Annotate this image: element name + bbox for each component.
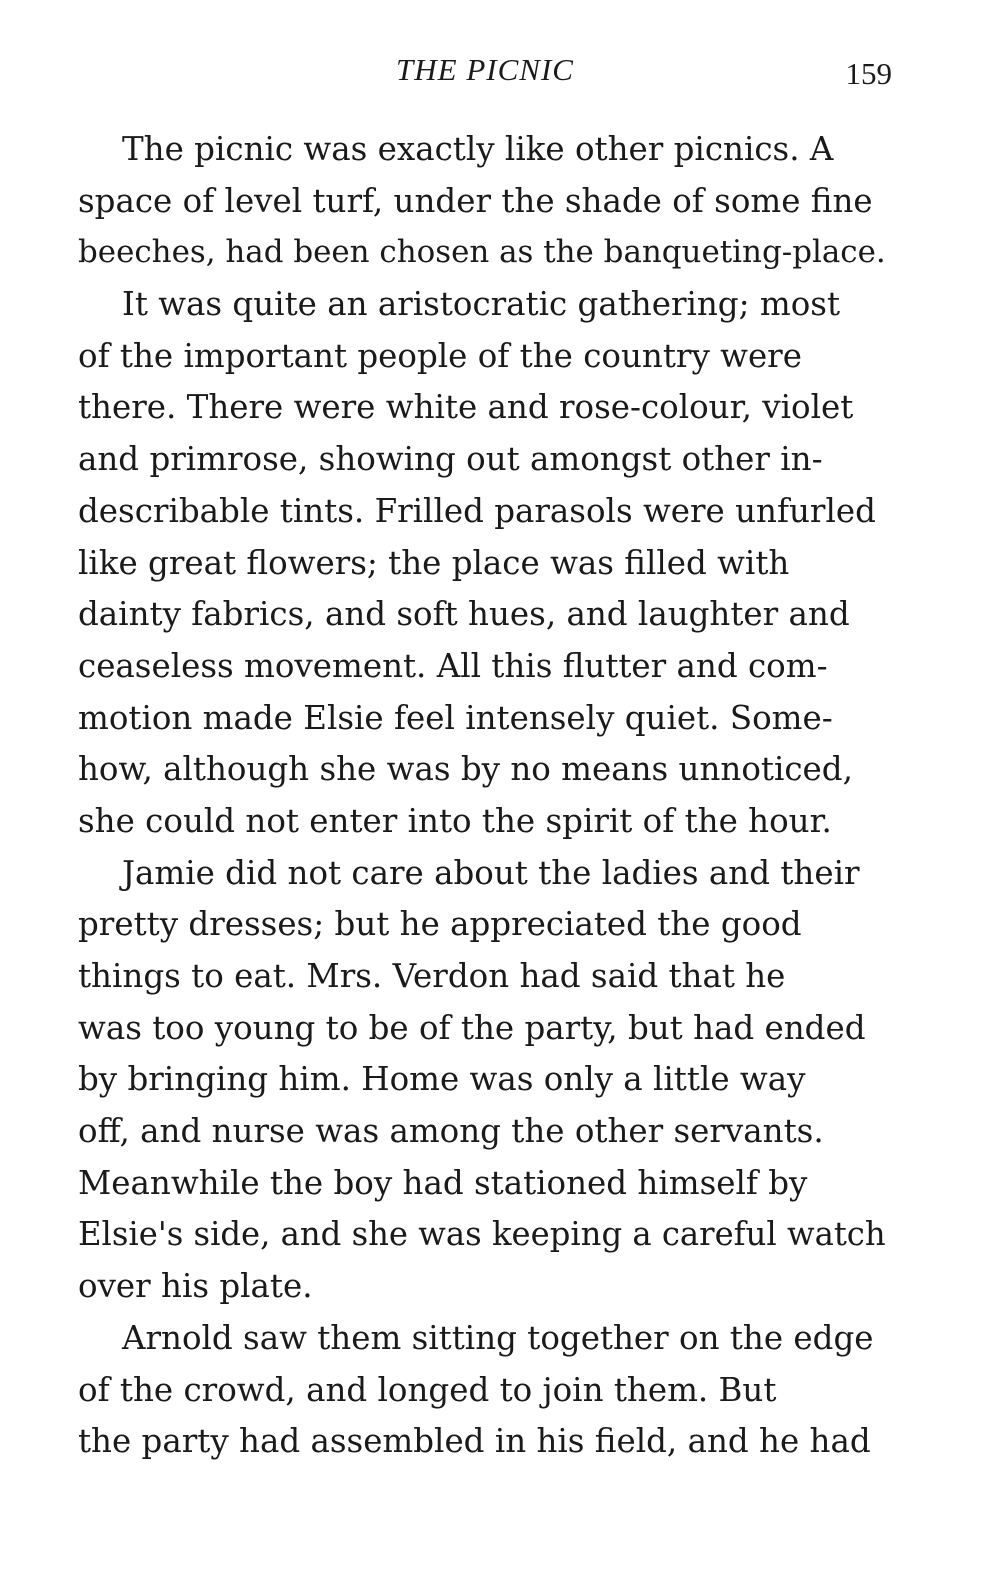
text-line: Elsie's side, and she was keeping a careful watch (78, 1215, 886, 1254)
text-line: she could not enter into the spirit of the hour. (78, 801, 832, 840)
text-line: the party had assembled in his field, and he had (78, 1422, 871, 1461)
running-head (78, 52, 892, 92)
text-line: how, although she was by no means unnoticed, (78, 750, 853, 789)
paragraph-3 (78, 848, 890, 1313)
page-number: 159 (845, 56, 892, 91)
paragraph-2 (78, 279, 890, 848)
text-line: ceaseless movement. All this flutter and com- (78, 646, 828, 685)
running-title: THE PICNIC (396, 52, 574, 87)
text-line: describable tints. Frilled parasols were unfurled (78, 491, 876, 530)
text-line: over his plate. (78, 1267, 313, 1306)
text-line: motion made Elsie feel intensely quiet. Some- (78, 698, 833, 737)
text-line: by bringing him. Home was only a little way (78, 1060, 806, 1099)
text-line: off, and nurse was among the other servants. (78, 1112, 824, 1151)
text-line: was too young to be of the party, but had ended (78, 1008, 866, 1047)
text-line: dainty fabrics, and soft hues, and laughter and (78, 595, 850, 634)
text-line: space of level turf, under the shade of some fine (78, 181, 873, 220)
text-line: It was quite an aristocratic gathering; most (122, 285, 841, 324)
text-line: Arnold saw them sitting together on the edge (122, 1318, 874, 1357)
text-line: beeches, had been chosen as the banqueting-place. (78, 234, 886, 271)
text-line: of the important people of the country were (78, 336, 802, 375)
body-text (78, 124, 890, 1468)
text-line: Jamie did not care about the ladies and their (122, 853, 860, 892)
text-line: Meanwhile the boy had stationed himself by (78, 1163, 808, 1202)
text-line: there. There were white and rose-colour, violet (78, 388, 854, 427)
text-line: of the crowd, and longed to join them. But (78, 1370, 777, 1409)
text-line: pretty dresses; but he appreciated the good (78, 905, 802, 944)
text-line: like great flowers; the place was filled with (78, 543, 790, 582)
text-line: and primrose, showing out amongst other in- (78, 440, 823, 479)
text-line: The picnic was exactly like other picnics. A (122, 130, 834, 168)
paragraph-1 (78, 124, 890, 279)
text-line: things to eat. Mrs. Verdon had said that he (78, 957, 786, 995)
paragraph-4 (78, 1313, 890, 1468)
